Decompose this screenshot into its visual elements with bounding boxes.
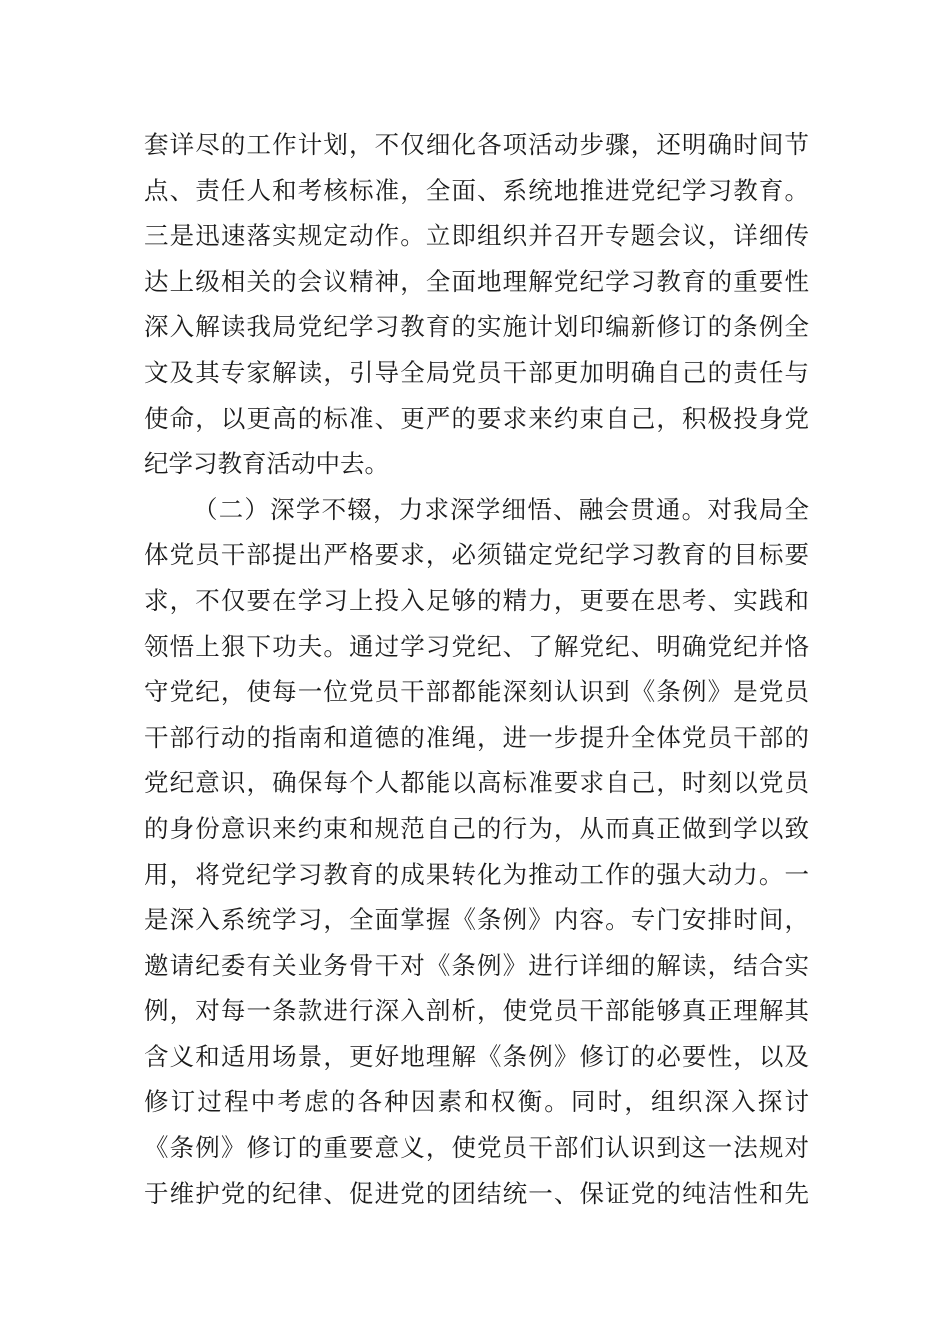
text-line: 守党纪，使每一位党员干部都能深刻认识到《条例》是党员: [144, 677, 809, 707]
section-heading-line: （二）深学不辍，力求深学细悟、融会贯通。对我局全: [193, 494, 809, 524]
text-line: 达上级相关的会议精神，全面地理解党纪学习教育的重要性: [144, 266, 809, 296]
text-line: 邀请纪委有关业务骨干对《条例》进行详细的解读，结合实: [144, 950, 809, 980]
text-line: 点、责任人和考核标准，全面、系统地推进党纪学习教育。: [144, 175, 809, 205]
text-line: 求，不仅要在学习上投入足够的精力，更要在思考、实践和: [144, 585, 809, 615]
text-line: 于维护党的纪律、促进党的团结统一、保证党的纯洁性和先: [144, 1178, 809, 1208]
text-line: 《条例》修订的重要意义，使党员干部们认识到这一法规对: [144, 1133, 809, 1163]
text-line: 使命，以更高的标准、更严的要求来约束自己，积极投身党: [144, 403, 809, 433]
text-line: 的身份意识来约束和规范自己的行为，从而真正做到学以致: [144, 813, 809, 843]
text-line: 深入解读我局党纪学习教育的实施计划印编新修订的条例全: [144, 312, 809, 342]
text-line: 体党员干部提出严格要求，必须锚定党纪学习教育的目标要: [144, 540, 809, 570]
text-line: 例，对每一条款进行深入剖析，使党员干部能够真正理解其: [144, 996, 809, 1026]
text-line: 套详尽的工作计划，不仅细化各项活动步骤，还明确时间节: [144, 130, 809, 159]
text-line: 用，将党纪学习教育的成果转化为推动工作的强大动力。一: [144, 859, 809, 889]
text-line: 文及其专家解读，引导全局党员干部更加明确自己的责任与: [144, 357, 809, 387]
text-line: 干部行动的指南和道德的准绳，进一步提升全体党员干部的: [144, 722, 809, 752]
text-line: 是深入系统学习，全面掌握《条例》内容。专门安排时间，: [144, 905, 809, 935]
text-line: 修订过程中考虑的各种因素和权衡。同时，组织深入探讨: [144, 1087, 809, 1117]
text-line: 含义和适用场景，更好地理解《条例》修订的必要性，以及: [144, 1041, 809, 1071]
text-line: 领悟上狠下功夫。通过学习党纪、了解党纪、明确党纪并恪: [144, 631, 809, 661]
paragraph-2: [144, 487, 809, 1217]
text-line: 三是迅速落实规定动作。立即组织并召开专题会议，详细传: [144, 221, 809, 251]
text-line: 纪学习教育活动中去。: [144, 449, 389, 479]
document-body: [144, 122, 809, 1216]
text-line: 党纪意识，确保每个人都能以高标准要求自己，时刻以党员: [144, 768, 809, 798]
paragraph-1: [144, 122, 809, 487]
